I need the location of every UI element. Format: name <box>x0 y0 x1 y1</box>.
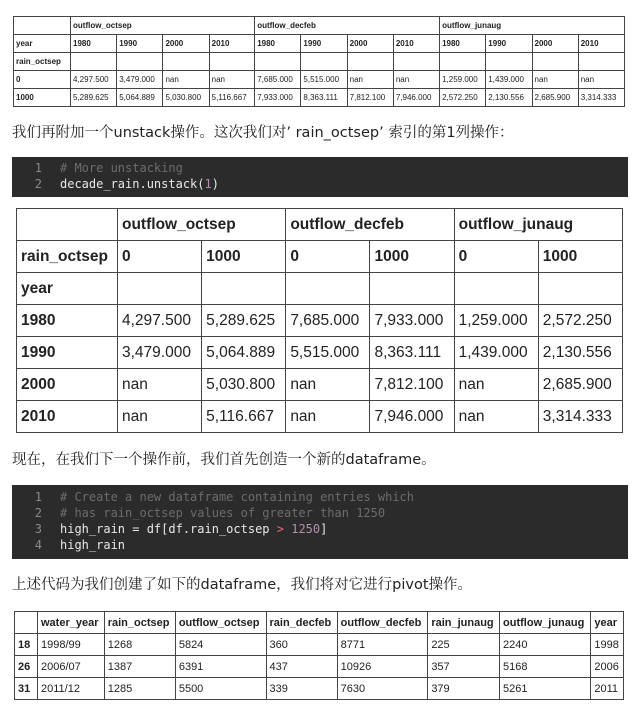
code-block <box>12 485 628 559</box>
index-label: year <box>14 35 71 53</box>
table-decade-rain-stacked <box>13 16 625 107</box>
column-header: 0 <box>286 241 370 273</box>
table-cell: nan <box>578 71 624 89</box>
index-label: rain_octsep <box>17 241 118 273</box>
column-header: rain_octsep <box>104 612 175 634</box>
table-cell: 5,064.889 <box>117 89 163 107</box>
row-index: 31 <box>15 678 38 700</box>
row-index: 2000 <box>17 369 118 401</box>
table-cell: nan <box>286 369 370 401</box>
table-cell: 8771 <box>337 634 428 656</box>
table-cell: 7630 <box>337 678 428 700</box>
table-header-row <box>15 612 624 634</box>
table-cell: 5,116.667 <box>209 89 255 107</box>
column-header: 1990 <box>486 35 532 53</box>
table-row <box>14 71 625 89</box>
column-header: 1980 <box>71 35 117 53</box>
body-paragraph: 上述代码为我们创建了如下的dataframe，我们将对它进行pivot操作。 <box>12 577 473 593</box>
table-cell: nan <box>118 369 202 401</box>
table-cell: nan <box>454 369 538 401</box>
table-row <box>15 656 624 678</box>
table-cell: 5,030.800 <box>163 89 209 107</box>
table-cell: nan <box>286 401 370 433</box>
index-label: year <box>17 273 118 305</box>
table-row <box>17 369 623 401</box>
table-cell: 3,314.333 <box>578 89 624 107</box>
table-cell: 3,479.000 <box>117 71 163 89</box>
table-cell: 3,479.000 <box>118 337 202 369</box>
table-header-row <box>14 35 625 53</box>
table-cell: 2006/07 <box>38 656 105 678</box>
table-cell: 8,363.111 <box>301 89 347 107</box>
table-header-row <box>14 53 625 71</box>
table-cell: 5500 <box>175 678 266 700</box>
table-row <box>15 634 624 656</box>
column-group-header: outflow_junaug <box>440 17 625 35</box>
empty-cell <box>17 209 118 241</box>
table-cell: 7,685.000 <box>286 305 370 337</box>
column-group-header: outflow_junaug <box>454 209 622 241</box>
table-cell: 2,572.250 <box>440 89 486 107</box>
table-cell: 7,812.100 <box>370 369 454 401</box>
table-cell: 360 <box>266 634 337 656</box>
row-index: 1980 <box>17 305 118 337</box>
table-cell: 5824 <box>175 634 266 656</box>
code-line: 2 decade_rain.unstack(1) <box>34 177 219 191</box>
table-cell: 1268 <box>104 634 175 656</box>
table-high-rain <box>14 611 624 700</box>
column-group-header: outflow_octsep <box>71 17 255 35</box>
table-cell: 6391 <box>175 656 266 678</box>
row-index: 1000 <box>14 89 71 107</box>
code-line: 1 # More unstacking <box>34 161 183 175</box>
column-header: rain_decfeb <box>266 612 337 634</box>
code-block <box>12 157 628 197</box>
table-cell: 5,030.800 <box>202 369 286 401</box>
table-cell: 2,572.250 <box>538 305 622 337</box>
table-cell: 2,130.556 <box>486 89 532 107</box>
table-cell: 379 <box>428 678 500 700</box>
code-line: 1 # Create a new dataframe containing entries which <box>34 490 415 504</box>
table-cell: 1,439.000 <box>454 337 538 369</box>
table-cell: nan <box>532 71 578 89</box>
column-header: year <box>591 612 624 634</box>
table-cell: 5168 <box>500 656 591 678</box>
table-cell: 2006 <box>591 656 624 678</box>
table-cell: 2011/12 <box>38 678 105 700</box>
column-header: 2010 <box>393 35 439 53</box>
column-header: 1990 <box>117 35 163 53</box>
table-header-row <box>14 17 625 35</box>
table-cell: 1,439.000 <box>486 71 532 89</box>
column-group-header: outflow_decfeb <box>255 17 440 35</box>
table-cell: 437 <box>266 656 337 678</box>
table-cell: 2,685.900 <box>532 89 578 107</box>
table-cell: 1,259.000 <box>440 71 486 89</box>
column-header: 2010 <box>209 35 255 53</box>
table-cell: 5,515.000 <box>301 71 347 89</box>
row-index: 26 <box>15 656 38 678</box>
table-row <box>15 678 624 700</box>
row-index: 2010 <box>17 401 118 433</box>
column-header: 1000 <box>538 241 622 273</box>
table-cell: 1285 <box>104 678 175 700</box>
index-label: rain_octsep <box>14 53 71 71</box>
table-header-row <box>17 209 623 241</box>
table-cell: 2011 <box>591 678 624 700</box>
table-cell: 1,259.000 <box>454 305 538 337</box>
column-header: 1000 <box>370 241 454 273</box>
column-header: 0 <box>118 241 202 273</box>
column-header <box>15 612 38 634</box>
row-index: 18 <box>15 634 38 656</box>
code-line: 4 high_rain <box>34 538 126 552</box>
column-header: outflow_decfeb <box>337 612 428 634</box>
code-line: 2 # has rain_octsep values of greater than 1250 <box>34 506 386 520</box>
body-paragraph: 我们再附加一个unstack操作。这次我们对’ rain_octsep’ 索引的第1列操作： <box>12 125 514 141</box>
table-cell: 5,289.625 <box>202 305 286 337</box>
table-cell: 4,297.500 <box>71 71 117 89</box>
row-index: 1990 <box>17 337 118 369</box>
table-row <box>14 89 625 107</box>
table-cell: nan <box>209 71 255 89</box>
table-cell: 8,363.111 <box>370 337 454 369</box>
table-cell: 7,946.000 <box>393 89 439 107</box>
table-cell: 7,812.100 <box>347 89 393 107</box>
table-decade-rain-unstacked <box>16 208 623 433</box>
column-header: 1000 <box>202 241 286 273</box>
column-group-header: outflow_decfeb <box>286 209 454 241</box>
table-row <box>17 337 623 369</box>
table-cell: 10926 <box>337 656 428 678</box>
table-cell: 225 <box>428 634 500 656</box>
table-cell: nan <box>393 71 439 89</box>
table-cell: 339 <box>266 678 337 700</box>
column-header: 2000 <box>532 35 578 53</box>
table-cell: 3,314.333 <box>538 401 622 433</box>
table-cell: nan <box>347 71 393 89</box>
table-cell: nan <box>163 71 209 89</box>
table-cell: nan <box>118 401 202 433</box>
row-index: 0 <box>14 71 71 89</box>
column-header: 1990 <box>301 35 347 53</box>
code-line: 3 high_rain = df[df.rain_octsep > 1250] <box>34 522 328 536</box>
table-cell: 5,515.000 <box>286 337 370 369</box>
table-header-row <box>17 241 623 273</box>
empty-cell <box>14 17 71 35</box>
table-cell: 2240 <box>500 634 591 656</box>
table-cell: 5,116.667 <box>202 401 286 433</box>
table-row <box>17 305 623 337</box>
body-paragraph: 现在，在我们下一个操作前，我们首先创造一个新的dataframe。 <box>12 452 436 468</box>
column-header: 2000 <box>163 35 209 53</box>
column-header: 1980 <box>440 35 486 53</box>
table-cell: 1998/99 <box>38 634 105 656</box>
table-cell: 4,297.500 <box>118 305 202 337</box>
table-cell: 1998 <box>591 634 624 656</box>
column-header: rain_junaug <box>428 612 500 634</box>
table-cell: 2,685.900 <box>538 369 622 401</box>
table-row <box>17 401 623 433</box>
table-cell: 7,946.000 <box>370 401 454 433</box>
table-header-row <box>17 273 623 305</box>
table-cell: 2,130.556 <box>538 337 622 369</box>
column-group-header: outflow_octsep <box>118 209 286 241</box>
column-header: 2000 <box>347 35 393 53</box>
table-cell: 7,933.000 <box>255 89 301 107</box>
column-header: outflow_octsep <box>175 612 266 634</box>
table-cell: nan <box>454 401 538 433</box>
column-header: outflow_junaug <box>500 612 591 634</box>
table-cell: 5,289.625 <box>71 89 117 107</box>
table-cell: 7,933.000 <box>370 305 454 337</box>
column-header: water_year <box>38 612 105 634</box>
table-cell: 5,064.889 <box>202 337 286 369</box>
table-cell: 357 <box>428 656 500 678</box>
column-header: 0 <box>454 241 538 273</box>
table-cell: 7,685.000 <box>255 71 301 89</box>
column-header: 2010 <box>578 35 624 53</box>
table-cell: 5261 <box>500 678 591 700</box>
table-cell: 1387 <box>104 656 175 678</box>
column-header: 1980 <box>255 35 301 53</box>
